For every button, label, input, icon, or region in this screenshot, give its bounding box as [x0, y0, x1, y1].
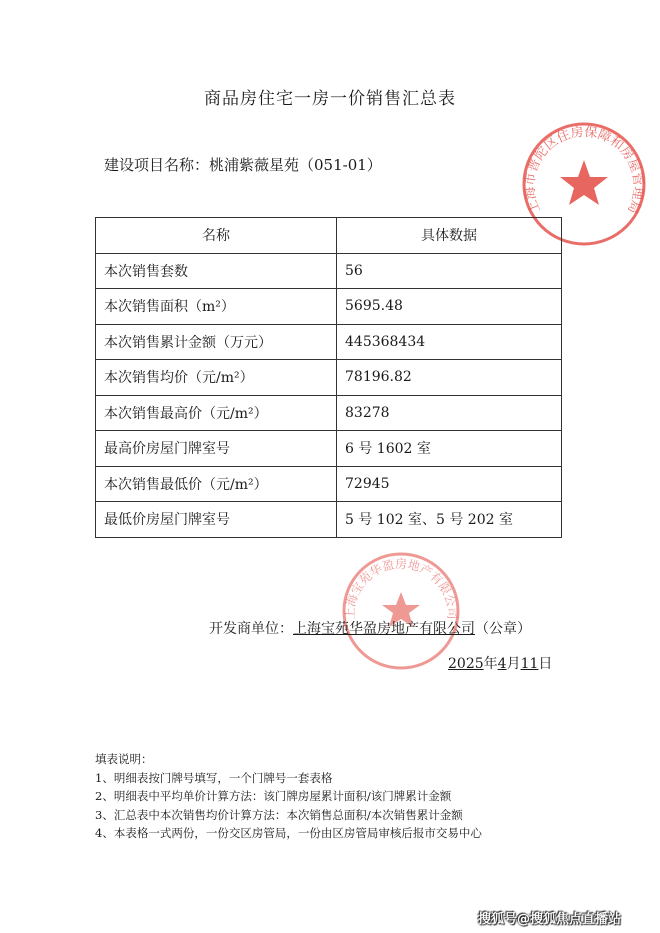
- row-value: 83278: [337, 395, 562, 431]
- row-label: 最高价房屋门牌室号: [96, 431, 337, 467]
- note-item: 1、明细表按门牌号填写，一个门牌号一套表格: [95, 770, 333, 785]
- watermark: 搜狐号@搜狐焦点直播站: [478, 912, 622, 927]
- row-value: 5695.48: [337, 289, 562, 325]
- date-month-unit: 月: [506, 656, 521, 672]
- sign-date: [448, 653, 552, 673]
- note-item: 2、明细表中平均单价计算方法：该门牌房屋累计面积/该门牌累计金额: [95, 789, 452, 803]
- row-value: 445368434: [337, 324, 562, 360]
- filling-instructions: [95, 750, 482, 843]
- row-value: 5 号 102 室、5 号 202 室: [337, 502, 562, 538]
- project-label: 建设项目名称：: [104, 156, 210, 174]
- row-label: 本次销售均价（元/m²）: [96, 360, 337, 396]
- project-line: [104, 154, 382, 175]
- developer-label: 开发商单位：: [209, 621, 293, 637]
- authority-seal-text: 上海市普陀区住房保障和房屋管理局: [522, 124, 646, 216]
- sales-summary-table: [95, 217, 562, 538]
- developer-company: 上海宝苑华盈房地产有限公司: [293, 621, 475, 637]
- column-header-name: 名称: [96, 218, 337, 254]
- notes-heading: 填表说明：: [95, 752, 153, 766]
- row-label: 最低价房屋门牌室号: [96, 502, 337, 538]
- note-item: 3、汇总表中本次销售均价计算方法：本次销售总面积/本次销售累计金额: [95, 807, 463, 822]
- table-row: [96, 431, 562, 467]
- row-label: 本次销售套数: [96, 253, 337, 289]
- column-header-data: 具体数据: [337, 218, 562, 254]
- row-value: 6 号 1602 室: [337, 431, 562, 467]
- table-row: [96, 466, 562, 502]
- company-seal-text: 上海宝苑华盈房地产有限公司: [342, 557, 460, 620]
- date-month: 4: [497, 656, 507, 672]
- row-label: 本次销售累计金额（万元）: [96, 324, 337, 360]
- table-row: [96, 360, 562, 396]
- row-value: 56: [337, 253, 562, 289]
- date-day: 11: [520, 656, 539, 672]
- date-year: 2025: [448, 656, 484, 672]
- document-title: 商品房住宅一房一价销售汇总表: [204, 89, 456, 109]
- note-item: 4、本表格一式两份，一份交区房管局，一份由区房管局审核后报市交易中心: [95, 826, 482, 840]
- date-day-unit: 日: [538, 656, 553, 672]
- project-name: 桃浦紫薇星苑（051-01）: [209, 156, 382, 174]
- company-seal: [338, 548, 464, 674]
- table-header-row: [96, 218, 562, 254]
- row-value: 78196.82: [337, 360, 562, 396]
- table-row: [96, 324, 562, 360]
- developer-line: [209, 618, 531, 638]
- row-value: 72945: [337, 466, 562, 502]
- table-row: [96, 289, 562, 325]
- row-label: 本次销售最低价（元/m²）: [96, 466, 337, 502]
- table-row: [96, 253, 562, 289]
- table-row: [96, 502, 562, 538]
- date-year-unit: 年: [483, 656, 498, 672]
- table-row: [96, 395, 562, 431]
- seal-note: （公章）: [475, 621, 531, 637]
- row-label: 本次销售面积（m²）: [96, 289, 337, 325]
- row-label: 本次销售最高价（元/m²）: [96, 395, 337, 431]
